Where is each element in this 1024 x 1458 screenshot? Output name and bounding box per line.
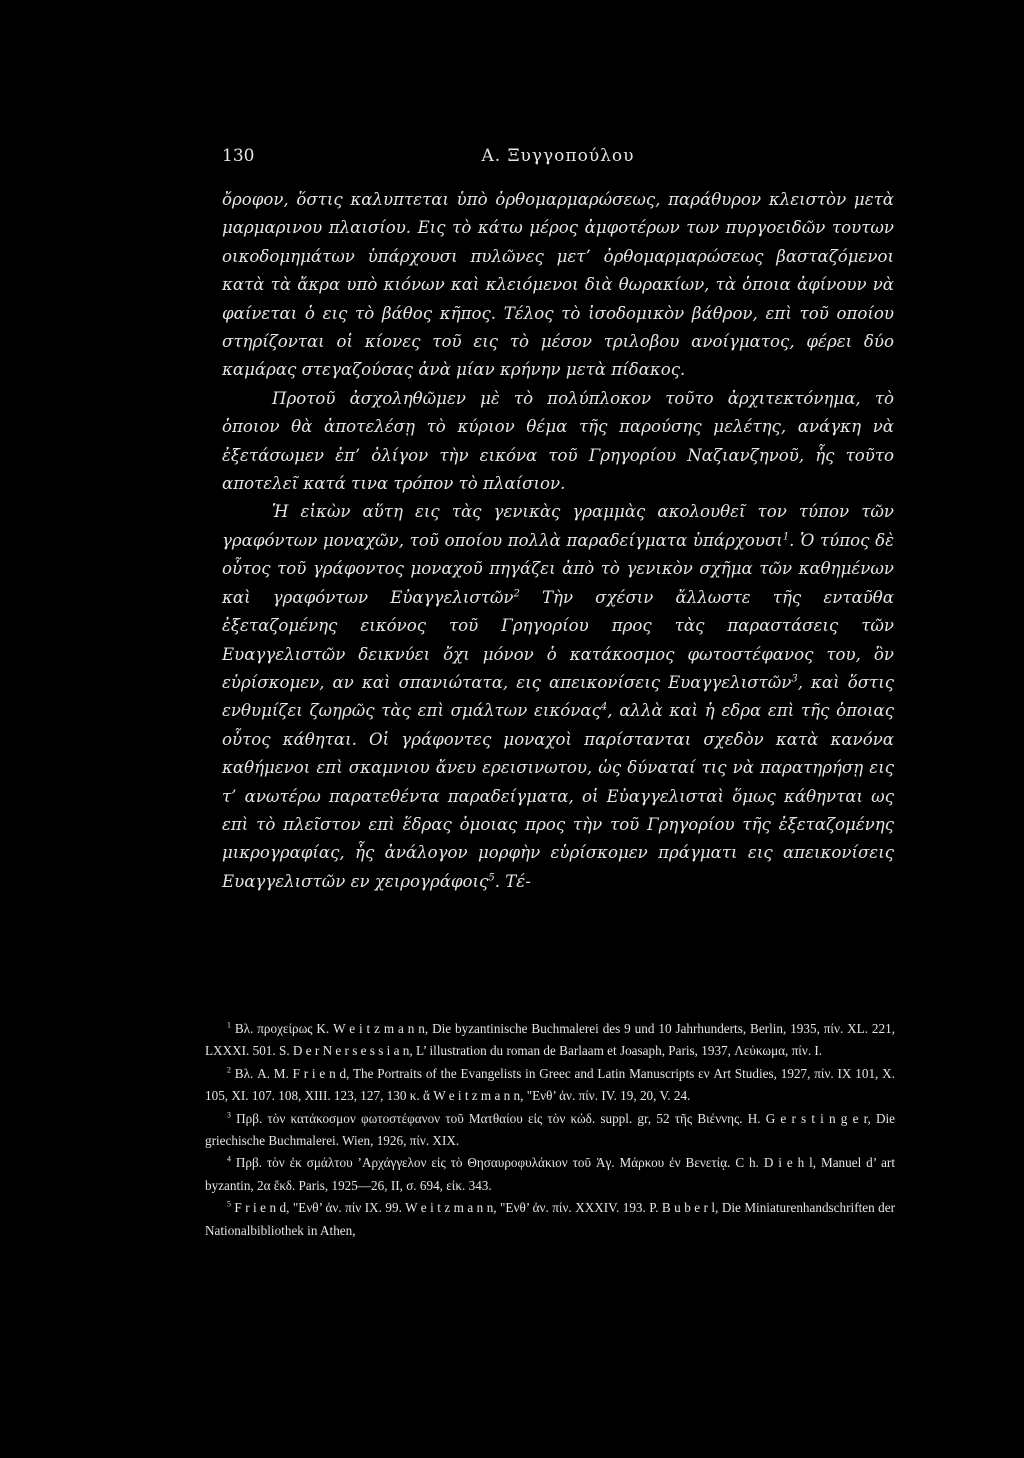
page-number: 130 bbox=[222, 146, 255, 166]
body-text bbox=[222, 186, 894, 896]
paragraph-3: Ἡ εἰκὼν αὕτη εις τὰς γενικὰς γραμμὰς ακολουθεῖ τον τύπον τῶν γραφόντων μοναχῶν, τοῦ οποίου πολλὰ παραδείγματα ὑπάρχουσι$^1$. Ὁ τύπος δὲ οὗτος τοῦ γράφοντος μοναχοῦ πηγάζει ἀπὸ τὸ γενικὸν σχῆμα τῶν καθημένων καὶ γραφόντων Εὐαγγελιστῶν$^2$ Τὴν σχέσιν ἄλλωστε τῆς ενταῦθα ἐξεταζομένης εικόνος τοῦ Γρηγορίου προς τὰς παραστάσεις τῶν Ευαγγελιστῶν δεικνύει ὄχι μόνον ὁ κατάκοσμος φωτοστέφανος του, ὃν εὑρίσκομεν, αν καὶ σπανιώτατα, εις απεικονίσεις Ευαγγελιστῶν$^3$, καὶ ὅστις ενθυμίζει ζωηρῶς τὰς επὶ σμάλτων εικόνας$^4$, αλλὰ καὶ ἡ εδρα επὶ τῆς ὁποιας οὗτος κάθηται. Οἱ γράφοντες μοναχοὶ παρίστανται σχεδὸν κατὰ κανόνα καθήμενοι επὶ σκαμνιου ἄνευ ερεισινωτου, ὡς δύναταί τις νὰ παρατηρήσῃ εις τ’ ανωτέρω παρατεθέντα παραδείγματα, οἱ Εὐαγγελισταὶ ὅμως κάθηνται ως επὶ τὸ πλεῖστον επὶ ἕδρας ὁμοιας προς τὴν τοῦ Γρηγορίου τῆς ἐξεταζομένης μικρογραφίας, ἧς ἀνάλογον μορφὴν εὑρίσκομεν πράγματι εις απεικονίσεις Ευαγγελιστῶν εν χειρογράφοις$^5$. Τέ- bbox=[222, 502, 894, 891]
footnote: $^3$ Πρβ. τὸν κατάκοσμον φωτοστέφανον τοῦ Ματθαίου εἰς τὸν κώδ. suppl. gr, 52 τῆς Βιέννης. H. G e r s t i n g e r, Die griechische Buchmalerei. Wien, 1926, πίν. XIX. bbox=[205, 1110, 895, 1149]
footnote-ref: 3 bbox=[791, 673, 798, 685]
footnote-ref: 2 bbox=[513, 588, 520, 600]
paragraph-2: Προτοῦ ἀσχοληθῶμεν μὲ τὸ πολύπλοκον τοῦτο ἀρχιτεκτόνημα, τὸ ὁποιον θὰ ἀποτελέσῃ τὸ κύριον θέμα τῆς παρούσης μελέτης, ανάγκη νὰ ἐξετάσωμεν ἐπ’ ὀλίγον τὴν εικόνα τοῦ Γρηγορίου Ναζιανζηνοῦ, ἧς τοῦτο αποτελεῖ κατά τινα τρόπον τὸ πλαίσιον. bbox=[222, 388, 894, 494]
footnote: $^2$ Βλ. A. M. F r i e n d, The Portraits of the Evangelists in Greec and Latin Manuscripts εν Art Studies, 1927, πίν. IX 101, X. 105, XI. 107. 108, XIII. 123, 127, 130 κ. ἄ W e i t z m a n n, "Ενθ’ ἀν. πίν. IV. 19, 20, V. 24. bbox=[205, 1065, 895, 1104]
footnote: $^1$ Βλ. προχείρως Κ. W e i t z m a n n, Die byzantinische Buchmalerei des 9 und 10 Jahrhunderts, Berlin, 1935, πίν. XL. 221, LXXXI. 501. S. D e r N e r s e s s i a n, L’ illustration du roman de Barlaam et Joasaph, Paris, 1937, Λεύκωμα, πίν. I. bbox=[205, 1020, 895, 1059]
footnote: $^5$ F r i e n d, "Ενθ’ ἀν. πίν IX. 99. W e i t z m a n n, "Ενθ’ ἀν. πίν. XXXIV. 193. P. B u b e r l, Die Miniaturenhandschriften der Nationalbibliothek in Athen, bbox=[205, 1199, 895, 1238]
footnote: $^4$ Πρβ. τὸν ἐκ σμάλτου ’Αρχάγγελον εἰς τὸ Θησαυροφυλάκιον τοῦ Ἁγ. Μάρκου ἐν Βενετίᾳ. C h. D i e h l, Manuel d’ art byzantin, 2α ἔκδ. Paris, 1925—26, II, σ. 694, εἰκ. 343. bbox=[205, 1155, 895, 1193]
running-head: Α. Ξυγγοπούλου bbox=[481, 146, 635, 166]
footnote-ref: 4 bbox=[600, 701, 608, 713]
footnotes bbox=[205, 1018, 895, 1242]
paragraph-1: ὄροφον, ὅστις καλυπτεται ὑπὸ ὀρθομαρμαρώσεως, παράθυρον κλειστὸν μετὰ μαρμαρινου πλαισίου. Εις τὸ κάτω μέρος ἀμφοτέρων των πυργοειδῶν τουτων οικοδομημάτων ὑπάρχουσι πυλῶνες μετ’ ὀρθομαρμαρώσεως βασταζόμενοι κατὰ τὰ ἄκρα υπὸ κιόνων καὶ κλειόμενοι διὰ θωρακίων, τὰ ὁποια ἀφίνουν νὰ φαίνεται ὁ εις τὸ βάθος κῆπος. Τέλος τὸ ἰσοδομικὸν βάθρον, επὶ τοῦ οποίου στηρίζονται οἱ κίονες τοῦ εις τὸ μέσον τριλοβου ανοίγματος, φέρει δύο καμάρας στεγαζούσας ἀνὰ μίαν κρήνην μετὰ πίδακος. bbox=[222, 190, 894, 380]
footnote-ref: 5 bbox=[488, 872, 495, 884]
page-header bbox=[222, 146, 894, 176]
footnote-ref: 1 bbox=[782, 531, 790, 543]
